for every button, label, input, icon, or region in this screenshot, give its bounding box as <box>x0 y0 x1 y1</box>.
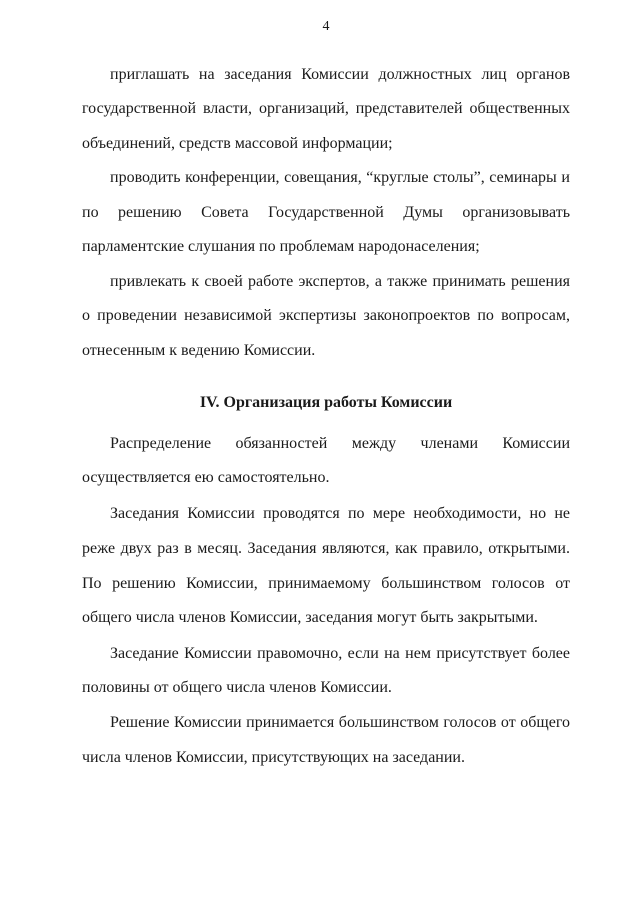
paragraph-line: по решению Совета Государственной Думы организовывать <box>82 204 570 221</box>
paragraph-line: Заседание Комиссии правомочно, если на нем присутствует более <box>110 645 570 662</box>
paragraph-line: реже двух раз в месяц. Заседания являются, как правило, открытыми. <box>82 540 570 557</box>
paragraph-line: о проведении независимой экспертизы законопроектов по вопросам, <box>82 307 570 324</box>
paragraph-line: Решение Комиссии принимается большинством голосов от общего <box>110 714 570 731</box>
page-number: 4 <box>322 19 330 34</box>
paragraph-line: проводить конференции, совещания, “круглые столы”, семинары и <box>110 169 570 186</box>
paragraph-line: половины от общего числа членов Комиссии. <box>82 679 392 696</box>
paragraph-line: приглашать на заседания Комиссии должностных лиц органов <box>110 66 570 83</box>
paragraph-line: привлекать к своей работе экспертов, а также принимать решения <box>110 273 570 290</box>
paragraph-line: отнесенным к ведению Комиссии. <box>82 342 316 359</box>
paragraph-line: По решению Комиссии, принимаемому большинством голосов от <box>82 575 570 592</box>
section-heading: IV. Организация работы Комиссии <box>199 394 453 411</box>
paragraph-line: парламентские слушания по проблемам народонаселения; <box>82 238 480 255</box>
paragraph-line: Распределение обязанностей между членами Комиссии <box>110 435 570 452</box>
paragraph-line: общего числа членов Комиссии, заседания могут быть закрытыми. <box>82 609 538 626</box>
paragraph-line: осуществляется ею самостоятельно. <box>82 469 330 486</box>
paragraph-line: государственной власти, организаций, представителей общественных <box>82 100 570 117</box>
paragraph-line: объединений, средств массовой информации; <box>82 135 393 152</box>
paragraph-line: Заседания Комиссии проводятся по мере необходимости, но не <box>110 505 570 522</box>
paragraph-line: числа членов Комиссии, присутствующих на заседании. <box>82 749 465 766</box>
